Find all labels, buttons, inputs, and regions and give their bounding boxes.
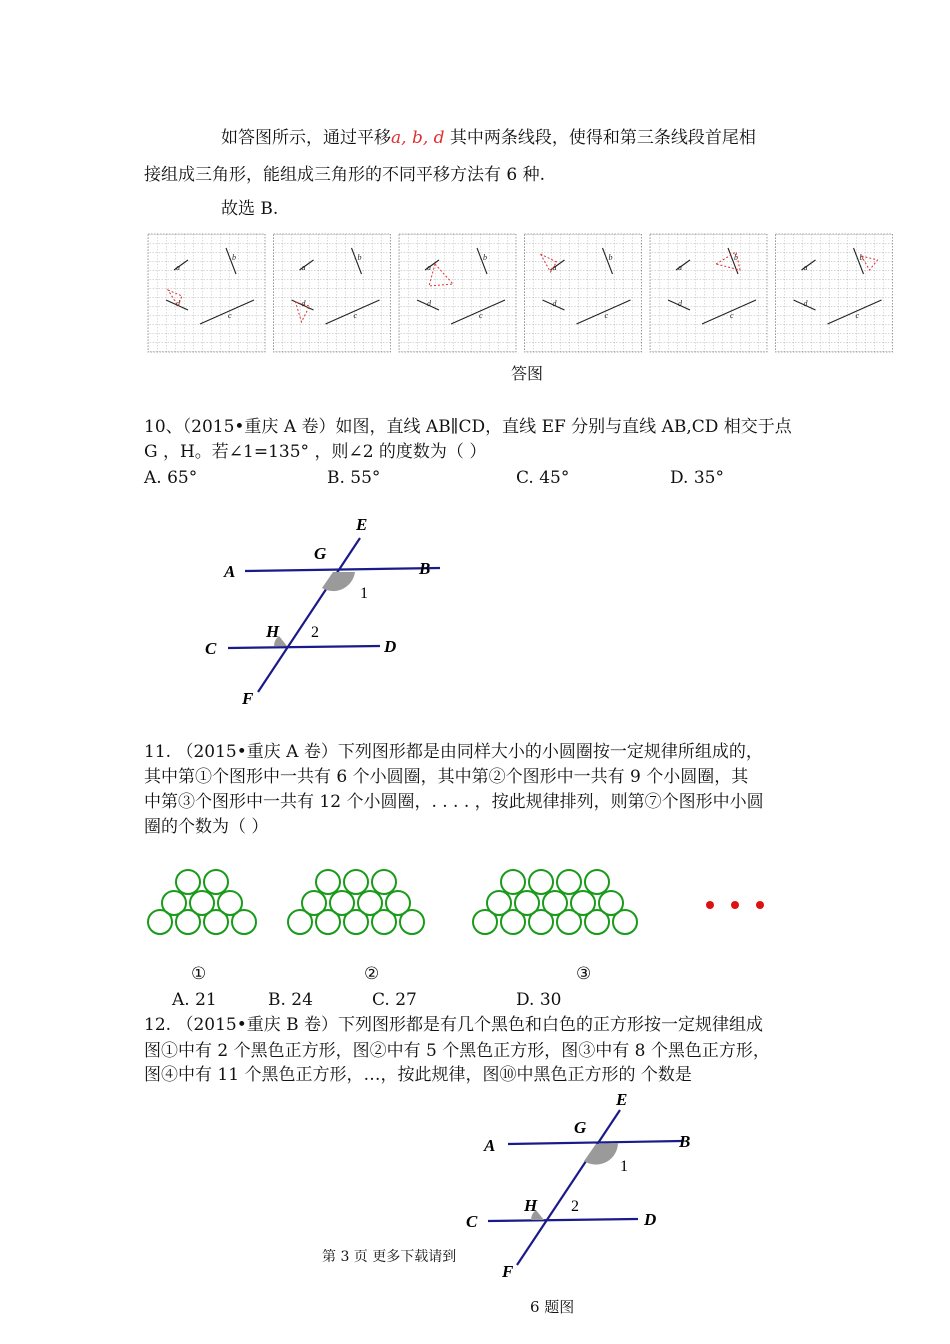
grid-panel bbox=[525, 234, 642, 352]
segment-label-c: c bbox=[353, 311, 358, 320]
small-circle bbox=[302, 891, 326, 915]
grid-background bbox=[399, 234, 516, 352]
small-circle bbox=[162, 891, 186, 915]
label-angle-2: 2 bbox=[311, 624, 319, 641]
small-circle bbox=[585, 870, 609, 894]
label-h: H bbox=[266, 622, 280, 641]
segment-label-b: b bbox=[608, 253, 613, 262]
grid-panel bbox=[148, 234, 265, 352]
small-circle bbox=[358, 891, 382, 915]
label-c: C bbox=[466, 1212, 478, 1231]
q11-option-b: B. 24 bbox=[268, 990, 313, 1010]
q11-circles-figure bbox=[140, 860, 780, 950]
grid-panel bbox=[650, 234, 767, 352]
angle-1-mark bbox=[584, 1143, 618, 1165]
label-f: F bbox=[502, 1262, 514, 1281]
segment-label-a: a bbox=[427, 263, 431, 272]
small-circle bbox=[190, 891, 214, 915]
label-c: C bbox=[205, 639, 217, 658]
label-h: H bbox=[524, 1196, 538, 1215]
line-cd bbox=[228, 646, 380, 648]
grid-background bbox=[525, 234, 642, 352]
small-circle bbox=[386, 891, 410, 915]
line-ef bbox=[517, 1110, 620, 1265]
fig6-caption: 6 题图 bbox=[530, 1298, 575, 1316]
q11-figure-label-3: ③ bbox=[576, 964, 592, 984]
label-b: B bbox=[419, 559, 431, 578]
segment-label-d: d bbox=[176, 299, 180, 308]
q10-option-a: A. 65° bbox=[144, 468, 198, 488]
segment-label-d: d bbox=[552, 299, 557, 308]
small-circle bbox=[330, 891, 354, 915]
q11-figure-label-2: ② bbox=[364, 964, 380, 984]
grid-panel bbox=[776, 234, 893, 352]
segment-label-c: c bbox=[730, 311, 734, 320]
q12-line3: 图④中有 11 个黑色正方形，…，按此规律，图⑩中黑色正方形的 个数是 bbox=[144, 1065, 692, 1085]
segment-label-a: a bbox=[301, 263, 306, 272]
label-g: G bbox=[314, 544, 327, 563]
para1-line1: 如答图所示，通过平移a, b, d 其中两条线段，使得和第三条线段首尾相 bbox=[221, 128, 756, 148]
label-f: F bbox=[242, 689, 254, 708]
small-circle bbox=[218, 891, 242, 915]
line-cd bbox=[488, 1219, 638, 1221]
segment-label-a: a bbox=[176, 263, 180, 272]
grid-background bbox=[776, 234, 893, 352]
label-angle-1: 1 bbox=[620, 1158, 628, 1175]
label-g: G bbox=[574, 1118, 587, 1137]
q10-option-c: C. 45° bbox=[516, 468, 570, 488]
segment-label-d: d bbox=[301, 299, 306, 308]
label-angle-1: 1 bbox=[360, 585, 368, 602]
grid-panel bbox=[399, 234, 516, 352]
page-footer: 第 3 页 更多下载请到 bbox=[322, 1249, 457, 1265]
answer-grid-figure bbox=[146, 232, 896, 354]
label-d: D bbox=[644, 1210, 657, 1229]
segment-label-c: c bbox=[228, 311, 232, 320]
q11-line4: 圈的个数为（ ） bbox=[144, 817, 269, 837]
small-circle bbox=[316, 870, 340, 894]
small-circle bbox=[529, 870, 553, 894]
ellipsis-dot bbox=[756, 901, 764, 909]
ellipsis-dot bbox=[731, 901, 739, 909]
segment-label-d: d bbox=[803, 299, 808, 308]
q11-line3: 中第③个图形中一共有 12 个小圆圈，. . . . ，按此规律排列，则第⑦个图形中小圆 bbox=[144, 792, 764, 812]
q6-parallel-lines-figure bbox=[460, 1085, 710, 1285]
small-circle bbox=[557, 870, 581, 894]
q10-line2: G ，H。若∠1=135° ，则∠2 的度数为（ ） bbox=[144, 442, 487, 462]
small-circle bbox=[344, 870, 368, 894]
para1-line3: 故选 B. bbox=[221, 199, 279, 219]
segment-label-b: b bbox=[483, 253, 487, 262]
small-circle bbox=[599, 891, 623, 915]
small-circle bbox=[487, 891, 511, 915]
segment-label-a: a bbox=[803, 263, 808, 272]
small-circle bbox=[501, 870, 525, 894]
small-circle bbox=[515, 891, 539, 915]
label-e: E bbox=[356, 515, 368, 534]
label-d: D bbox=[384, 637, 397, 656]
ellipsis-dot bbox=[706, 901, 714, 909]
q11-figure-label-1: ① bbox=[191, 964, 207, 984]
q10-line1: 10、（2015•重庆 A 卷）如图，直线 AB∥CD，直线 EF 分别与直线 AB,CD 相交于点 bbox=[144, 417, 792, 437]
small-circle bbox=[176, 870, 200, 894]
small-circle bbox=[571, 891, 595, 915]
segment-label-a: a bbox=[552, 263, 557, 272]
segment-label-d: d bbox=[427, 299, 431, 308]
answer-caption: 答图 bbox=[511, 364, 544, 383]
line-ef bbox=[258, 538, 360, 692]
segment-label-c: c bbox=[479, 311, 483, 320]
q11-line1: 11. （2015•重庆 A 卷）下列图形都是由同样大小的小圆圈按一定规律所组成的， bbox=[144, 742, 763, 762]
q11-option-a: A. 21 bbox=[172, 990, 217, 1010]
q10-parallel-lines-figure bbox=[200, 510, 460, 710]
q10-option-d: D. 35° bbox=[670, 468, 724, 488]
q12-line1: 12. （2015•重庆 B 卷）下列图形都是有几个黑色和白色的正方形按一定规律组成 bbox=[144, 1015, 764, 1035]
segment-label-c: c bbox=[855, 311, 860, 320]
segment-label-d: d bbox=[678, 299, 682, 308]
label-e: E bbox=[616, 1090, 628, 1109]
segment-label-b: b bbox=[232, 253, 236, 262]
grid-background bbox=[274, 234, 391, 352]
q11-option-d: D. 30 bbox=[516, 990, 562, 1010]
segment-label-b: b bbox=[859, 253, 864, 262]
label-angle-2: 2 bbox=[571, 1198, 579, 1215]
angle-1-mark bbox=[322, 572, 355, 591]
line-ab bbox=[245, 568, 440, 571]
para1-red-letters: a, b, d bbox=[391, 128, 445, 148]
grid-background bbox=[148, 234, 265, 352]
line-ab bbox=[508, 1141, 682, 1144]
segment-label-c: c bbox=[604, 311, 609, 320]
label-a: A bbox=[224, 562, 236, 581]
grid-panel bbox=[274, 234, 391, 352]
segment-label-a: a bbox=[678, 263, 682, 272]
label-b: B bbox=[679, 1132, 691, 1151]
segment-label-b: b bbox=[357, 253, 362, 262]
label-a: A bbox=[484, 1136, 496, 1155]
q11-option-c: C. 27 bbox=[372, 990, 417, 1010]
grid-background bbox=[650, 234, 767, 352]
q10-option-b: B. 55° bbox=[327, 468, 381, 488]
q12-line2: 图①中有 2 个黑色正方形，图②中有 5 个黑色正方形，图③中有 8 个黑色正方形， bbox=[144, 1041, 770, 1061]
small-circle bbox=[372, 870, 396, 894]
small-circle bbox=[204, 870, 228, 894]
para1-line2: 接组成三角形，能组成三角形的不同平移方法有 6 种. bbox=[144, 165, 546, 185]
segment-label-b: b bbox=[734, 253, 738, 262]
small-circle bbox=[543, 891, 567, 915]
q11-line2: 其中第①个图形中一共有 6 个小圆圈，其中第②个图形中一共有 9 个小圆圈，其 bbox=[144, 767, 749, 787]
